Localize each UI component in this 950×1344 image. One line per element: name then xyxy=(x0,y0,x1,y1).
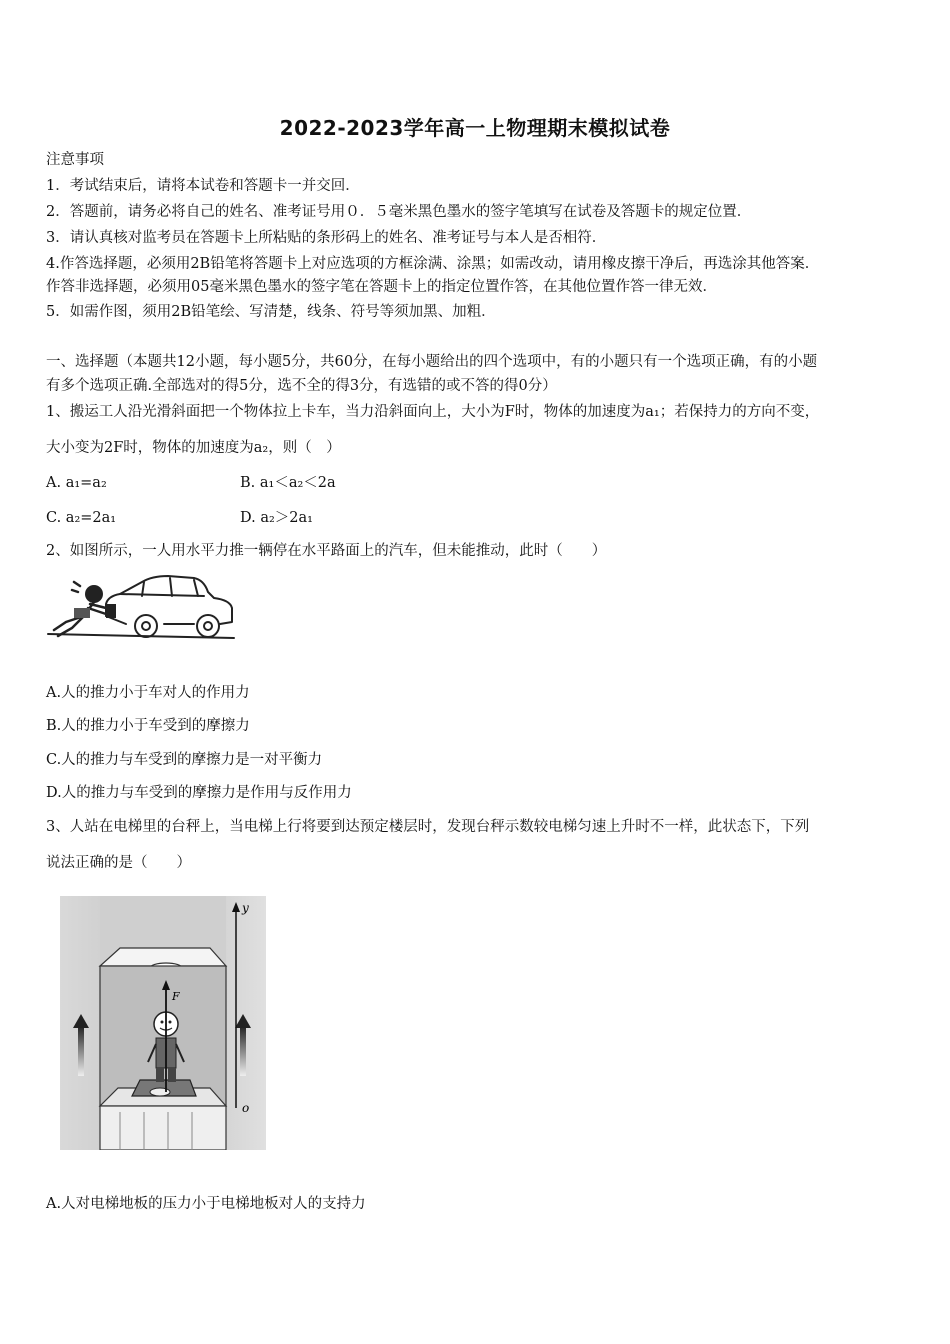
q2-stem: 2、如图所示，一人用水平力推一辆停在水平路面上的汽车，但未能推动，此时（ ） xyxy=(46,543,607,559)
q1-option-d: D. a₂＞2a₁ xyxy=(240,510,313,526)
notice-item-2: 2．答题前，请务必将自己的姓名、准考证号用０．５毫米黑色墨水的签字笔填写在试卷及答题卡的规定位置． xyxy=(46,204,752,220)
q2-figure-person-pushing-car xyxy=(44,568,238,650)
q3-figure-force-label: F xyxy=(172,990,180,1003)
q2-option-c: C.人的推力与车受到的摩擦力是一对平衡力 xyxy=(46,752,323,768)
section-instructions-line2: 有多个选项正确.全部选对的得5分，选不全的得3分，有选错的或不答的得0分） xyxy=(46,378,557,394)
q3-figure-elevator xyxy=(60,896,266,1150)
notice-item-5: 5．如需作图，须用2B铅笔绘、写清楚，线条、符号等须加黑、加粗． xyxy=(46,304,496,320)
notice-item-4-cont: 作答非选择题，必须用05毫米黑色墨水的签字笔在答题卡上的指定位置作答，在其他位置作答一律无效． xyxy=(46,279,717,295)
notice-heading: 注意事项 xyxy=(46,152,104,168)
q1-option-c: C. a₂=2a₁ xyxy=(46,510,117,526)
q3-figure-origin-label: o xyxy=(242,1101,250,1115)
q1-option-b: B. a₁＜a₂＜2a xyxy=(240,475,336,491)
q2-option-a: A.人的推力小于车对人的作用力 xyxy=(46,685,250,701)
notice-item-1: 1．考试结束后，请将本试卷和答题卡一并交回． xyxy=(46,178,360,194)
q3-stem-line2: 说法正确的是（ ） xyxy=(46,855,191,871)
notice-item-4: 4.作答选择题，必须用2B铅笔将答题卡上对应选项的方框涂满、涂黑；如需改动，请用橡皮擦干净后，再选涂其他答案． xyxy=(46,256,820,272)
page-title: 2022-2023学年高一上物理期末模拟试卷 xyxy=(279,116,671,140)
section-instructions-line1: 一、选择题（本题共12小题，每小题5分，共60分，在每小题给出的四个选项中，有的小题只有一个选项正确，有的小题 xyxy=(46,354,818,370)
q3-figure-y-label: y xyxy=(242,901,249,915)
q1-option-a: A. a₁=a₂ xyxy=(46,475,107,491)
q1-stem-line1: 1、搬运工人沿光滑斜面把一个物体拉上卡车，当力沿斜面向上，大小为F时，物体的加速度为a₁；若保持力的方向不变， xyxy=(46,404,820,420)
notice-item-3: 3．请认真核对监考员在答题卡上所粘贴的条形码上的姓名、准考证号与本人是否相符． xyxy=(46,230,607,246)
q3-stem-line1: 3、人站在电梯里的台秤上，当电梯上行将要到达预定楼层时，发现台秤示数较电梯匀速上升时不一样，此状态下，下列 xyxy=(46,819,810,835)
q2-option-b: B.人的推力小于车受到的摩擦力 xyxy=(46,718,250,734)
q3-option-a: A.人对电梯地板的压力小于电梯地板对人的支持力 xyxy=(46,1196,366,1212)
q1-stem-line2: 大小变为2F时，物体的加速度为a₂，则（ ） xyxy=(46,440,341,456)
q2-option-d: D.人的推力与车受到的摩擦力是作用与反作用力 xyxy=(46,785,352,801)
